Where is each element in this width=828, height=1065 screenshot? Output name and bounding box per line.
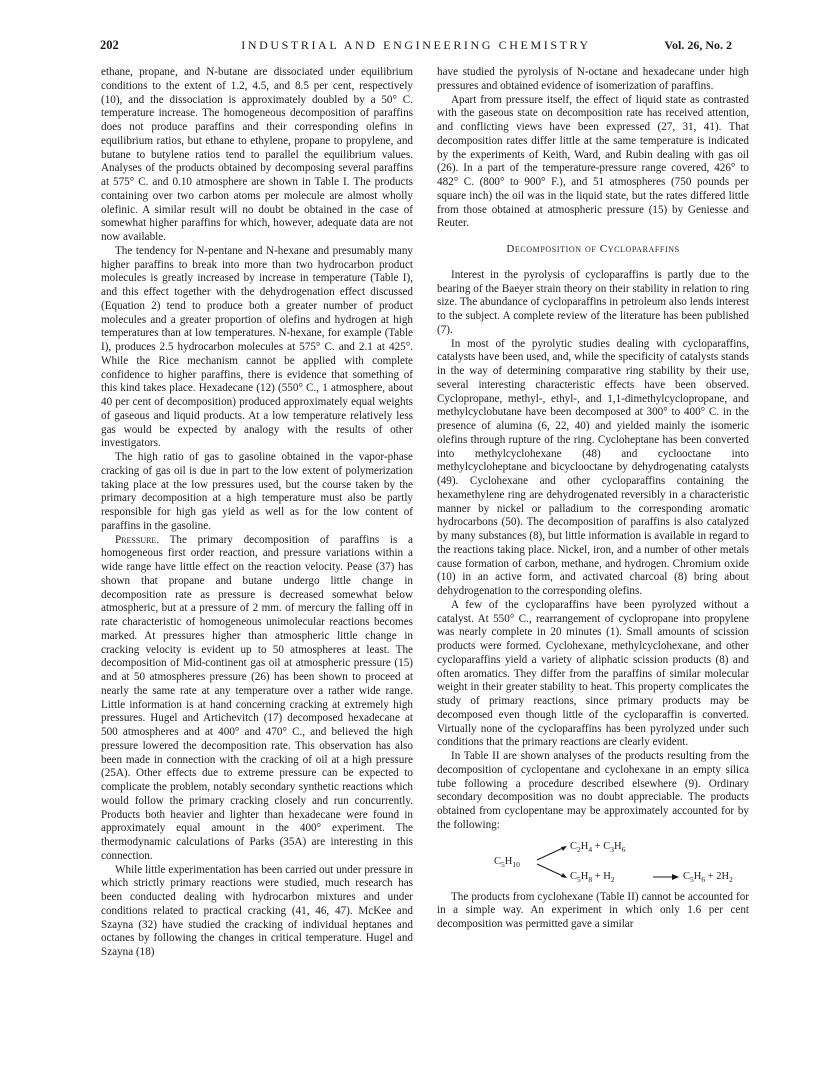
paragraph: The tendency for N-pentane and N-hexane and presumably many higher paraffins to break into more than two hydrocarbon product molecules is greatly increased by increase in temperature (Table I), and this effect together with the dehydrogenation effect discussed (Equation 2) tend to produce both a greater number of product molecules and a greater proportion of olefins and hydrogen at high temperatures than at low temperatures. N-hexane, for example (Table I), produces 2.5 hydrocarbon molecules at 575° C. and 2.1 at 425°. While the Rice mechanism cannot be applied with complete confidence to higher paraffins, there is evidence that something of this kind takes place. Hexadecane (12) (550° C., 1 atmosphere, about 40 per cent of decomposition) produced approximately equal weights of gaseous and liquid products. At a low temperature relatively less gas would be expected by analogy with the results of other investigators. bbox=[101, 244, 413, 450]
journal-title: INDUSTRIAL AND ENGINEERING CHEMISTRY bbox=[241, 38, 591, 52]
paragraph bbox=[101, 534, 413, 864]
paragraph: The products from cyclohexane (Table II) cannot be accounted for in a simple way. An experiment in which only 1.6 per cent decomposition was permitted gave a similar bbox=[437, 890, 749, 930]
upper-products: $C_2H_4 + C_3H_6$ bbox=[570, 840, 626, 854]
paragraph: In Table II are shown analyses of the products resulting from the decomposition of cyclopentane and cyclohexane in an empty silica tube following a procedure described elsewhere (9). Ordinary secondary decomposition was no doubt appreciable. The products obtained from cyclopentane may be approximately accounted for by the following: bbox=[437, 750, 749, 831]
paragraph: have studied the pyrolysis of N-octane and hexadecane under high pressures and obtained evidence of isomerization of paraffins. bbox=[437, 66, 749, 92]
reactant-formula: $C_5H_{10}$ bbox=[494, 855, 520, 869]
pressure-subheading: Pressure. bbox=[115, 533, 160, 546]
page-number: 202 bbox=[100, 38, 119, 52]
paragraph: The high ratio of gas to gasoline obtained in the vapor-phase cracking of gas oil is due in part to the low extent of polymerization taking place at the low pressures used, but the course taken by the primary decomposition at a high temperature must also be partly responsible for high gas yield as well as for the low content of paraffins in the gasoline. bbox=[101, 451, 413, 532]
final-products: $C_5H_6 + 2H_2$ bbox=[683, 870, 733, 884]
paragraph-text: The primary decomposition of paraffins is a homogeneous first order reaction, and pressure variations within a wide range have little effect on the reaction velocity. Pease (37) has shown that propane and butane undergo little change in decomposition rate as pressure is decreased somewhat below atmospheric, but at a pressure of 2 mm. of mercury the falling off in rate characteristic of homogeneous unimolecular reactions becomes marked. At pressures higher than atmospheric little change in cracking velocity is evident up to 50 atmospheres at least. The decomposition of Mid-continent gas oil at atmospheric pressure (15) and at 50 atmospheres pressure (26) has been shown to proceed at nearly the same rate at any temperature over a rather wide range. Little information is at hand concerning cracking at extremely high pressures. Hugel and Artichevitch (17) decomposed hexadecane at 500 atmospheres and at 400° and 470° C., and believed the high pressure lowered the decomposition rate. This observation has also been made in connection with the cracking of oil at a high pressure (25A). Other effects due to extreme pressure can be expected to complicate the problem, notably secondary synthetic reactions which would follow the primary cracking closely and run concurrently. Products both heavier and lighter than hexadecane were found in approximately equal amount in the 400° experiment. The thermodynamic calculations of Parks (35A) are interesting in this connection. bbox=[101, 533, 413, 862]
paragraph: A few of the cycloparaffins have been pyrolyzed without a catalyst. At 550° C., rearrangement of cyclopropane into propylene was nearly complete in 20 minutes (1). Small amounts of scission products were formed. Cyclohexane, methylcyclohexane, and other cycloparaffins yield a variety of aliphatic scission products (8) and often aromatics. They differ from the paraffins of similar molecular weight in their greater stability to heat. This property complicates the study of primary reactions, since primary products may be decomposed even though little of the cycloparaffin is converted. Virtually none of the cycloparaffins has been pyrolyzed under such conditions that the primary reactions are clearly evident. bbox=[437, 598, 749, 749]
paragraph: ethane, propane, and N-butane are dissociated under equilibrium conditions to the extent of 1.2, 4.5, and 8.5 per cent, respectively (10), and the dissociation is approximately doubled by a 50° C. temperature increase. The homogeneous decomposition of paraffins does not produce paraffins and their corresponding olefins in equilibrium ratios, but ethane to ethylene, propane to propylene, and butane to butylene ratios tend to parallel the equilibrium values. Analyses of the products obtained by decomposing several paraffins at 575° C. and 0.10 atmosphere are shown in Table I. The products containing over two carbon atoms per molecule are almost wholly olefinic. A similar result will no doubt be obtained in the case of somewhat higher paraffins for which, however, adequate data are not now available. bbox=[101, 66, 413, 243]
section-heading: Decomposition of Cycloparaffins bbox=[506, 243, 680, 255]
reaction-equation bbox=[437, 839, 749, 885]
paragraph: While little experimentation has been carried out under pressure in which strictly primary reactions were studied, much research has been conducted dealing with hydrocarbon mixtures and under conditions related to practical cracking (41, 46, 47). McKee and Szayna (32) have studied the cracking of individual heptanes and octanes by following the changes in critical temperature. Hugel and Szayna (18) bbox=[101, 863, 413, 958]
right-column bbox=[437, 66, 749, 932]
paragraph: Interest in the pyrolysis of cycloparaffins is partly due to the bearing of the Baeyer strain theory on their stability in relation to ring size. The abundance of cycloparaffins in petroleum also lends interest to the subject. A complete review of the literature has been published (7). bbox=[437, 268, 749, 336]
lower-products: $C_5H_8 + H_2$ bbox=[570, 870, 615, 884]
volume-info: Vol. 26, No. 2 bbox=[664, 38, 732, 52]
paragraph: Apart from pressure itself, the effect of liquid state as contrasted with the gaseous state on decomposition rate has received attention, and conflicting views have been expressed (27, 31, 41). That decomposition rates differ little at the same temperature is indicated by the experiments of Keith, Ward, and Rubin dealing with gas oil (26). In a part of the temperature-pressure range covered, 426° to 482° C. (800° to 900° F.), and 51 atmospheres (750 pounds per square inch) the oil was in the liquid state, but the rates differed little from those obtained at atmospheric pressure (15) by Geniesse and Reuter. bbox=[437, 93, 749, 230]
left-column bbox=[101, 66, 413, 960]
page-header bbox=[100, 38, 732, 56]
paragraph: In most of the pyrolytic studies dealing with cycloparaffins, catalysts have been used, and, while the specificity of catalysts stands in the way of determining comparative ring stability by their use, several interesting characteristic effects have been observed. Cyclopropane, methyl-, ethyl-, and 1,1-dimethylcyclopropane, and methylcyclobutane have been decomposed at 300° to 400° C. in the presence of alumina (6, 22, 40) and yielded mainly the isomeric olefins through rupture of the ring. Cycloheptane has been converted into methylcyclohexane (48) and cyclooctane into methylcycloheptane and bicyclooctane by dehydrogenating catalysts (49). Cyclohexane and other cycloparaffins containing the hexamethylene ring are dehydrogenated reversibly in a characteristic manner by nickel or palladium to the corresponding aromatic hydrocarbons (50). The decomposition of paraffins is also catalyzed by many substances (8), but little information is available in regard to the reactions taking place. Nickel, iron, and a number of other metals cause formation of carbon, methane, and hydrogen. Chromium oxide (10) in an active form, and activated charcoal (8) bring about dehydrogenation to the corresponding olefins. bbox=[437, 337, 749, 597]
